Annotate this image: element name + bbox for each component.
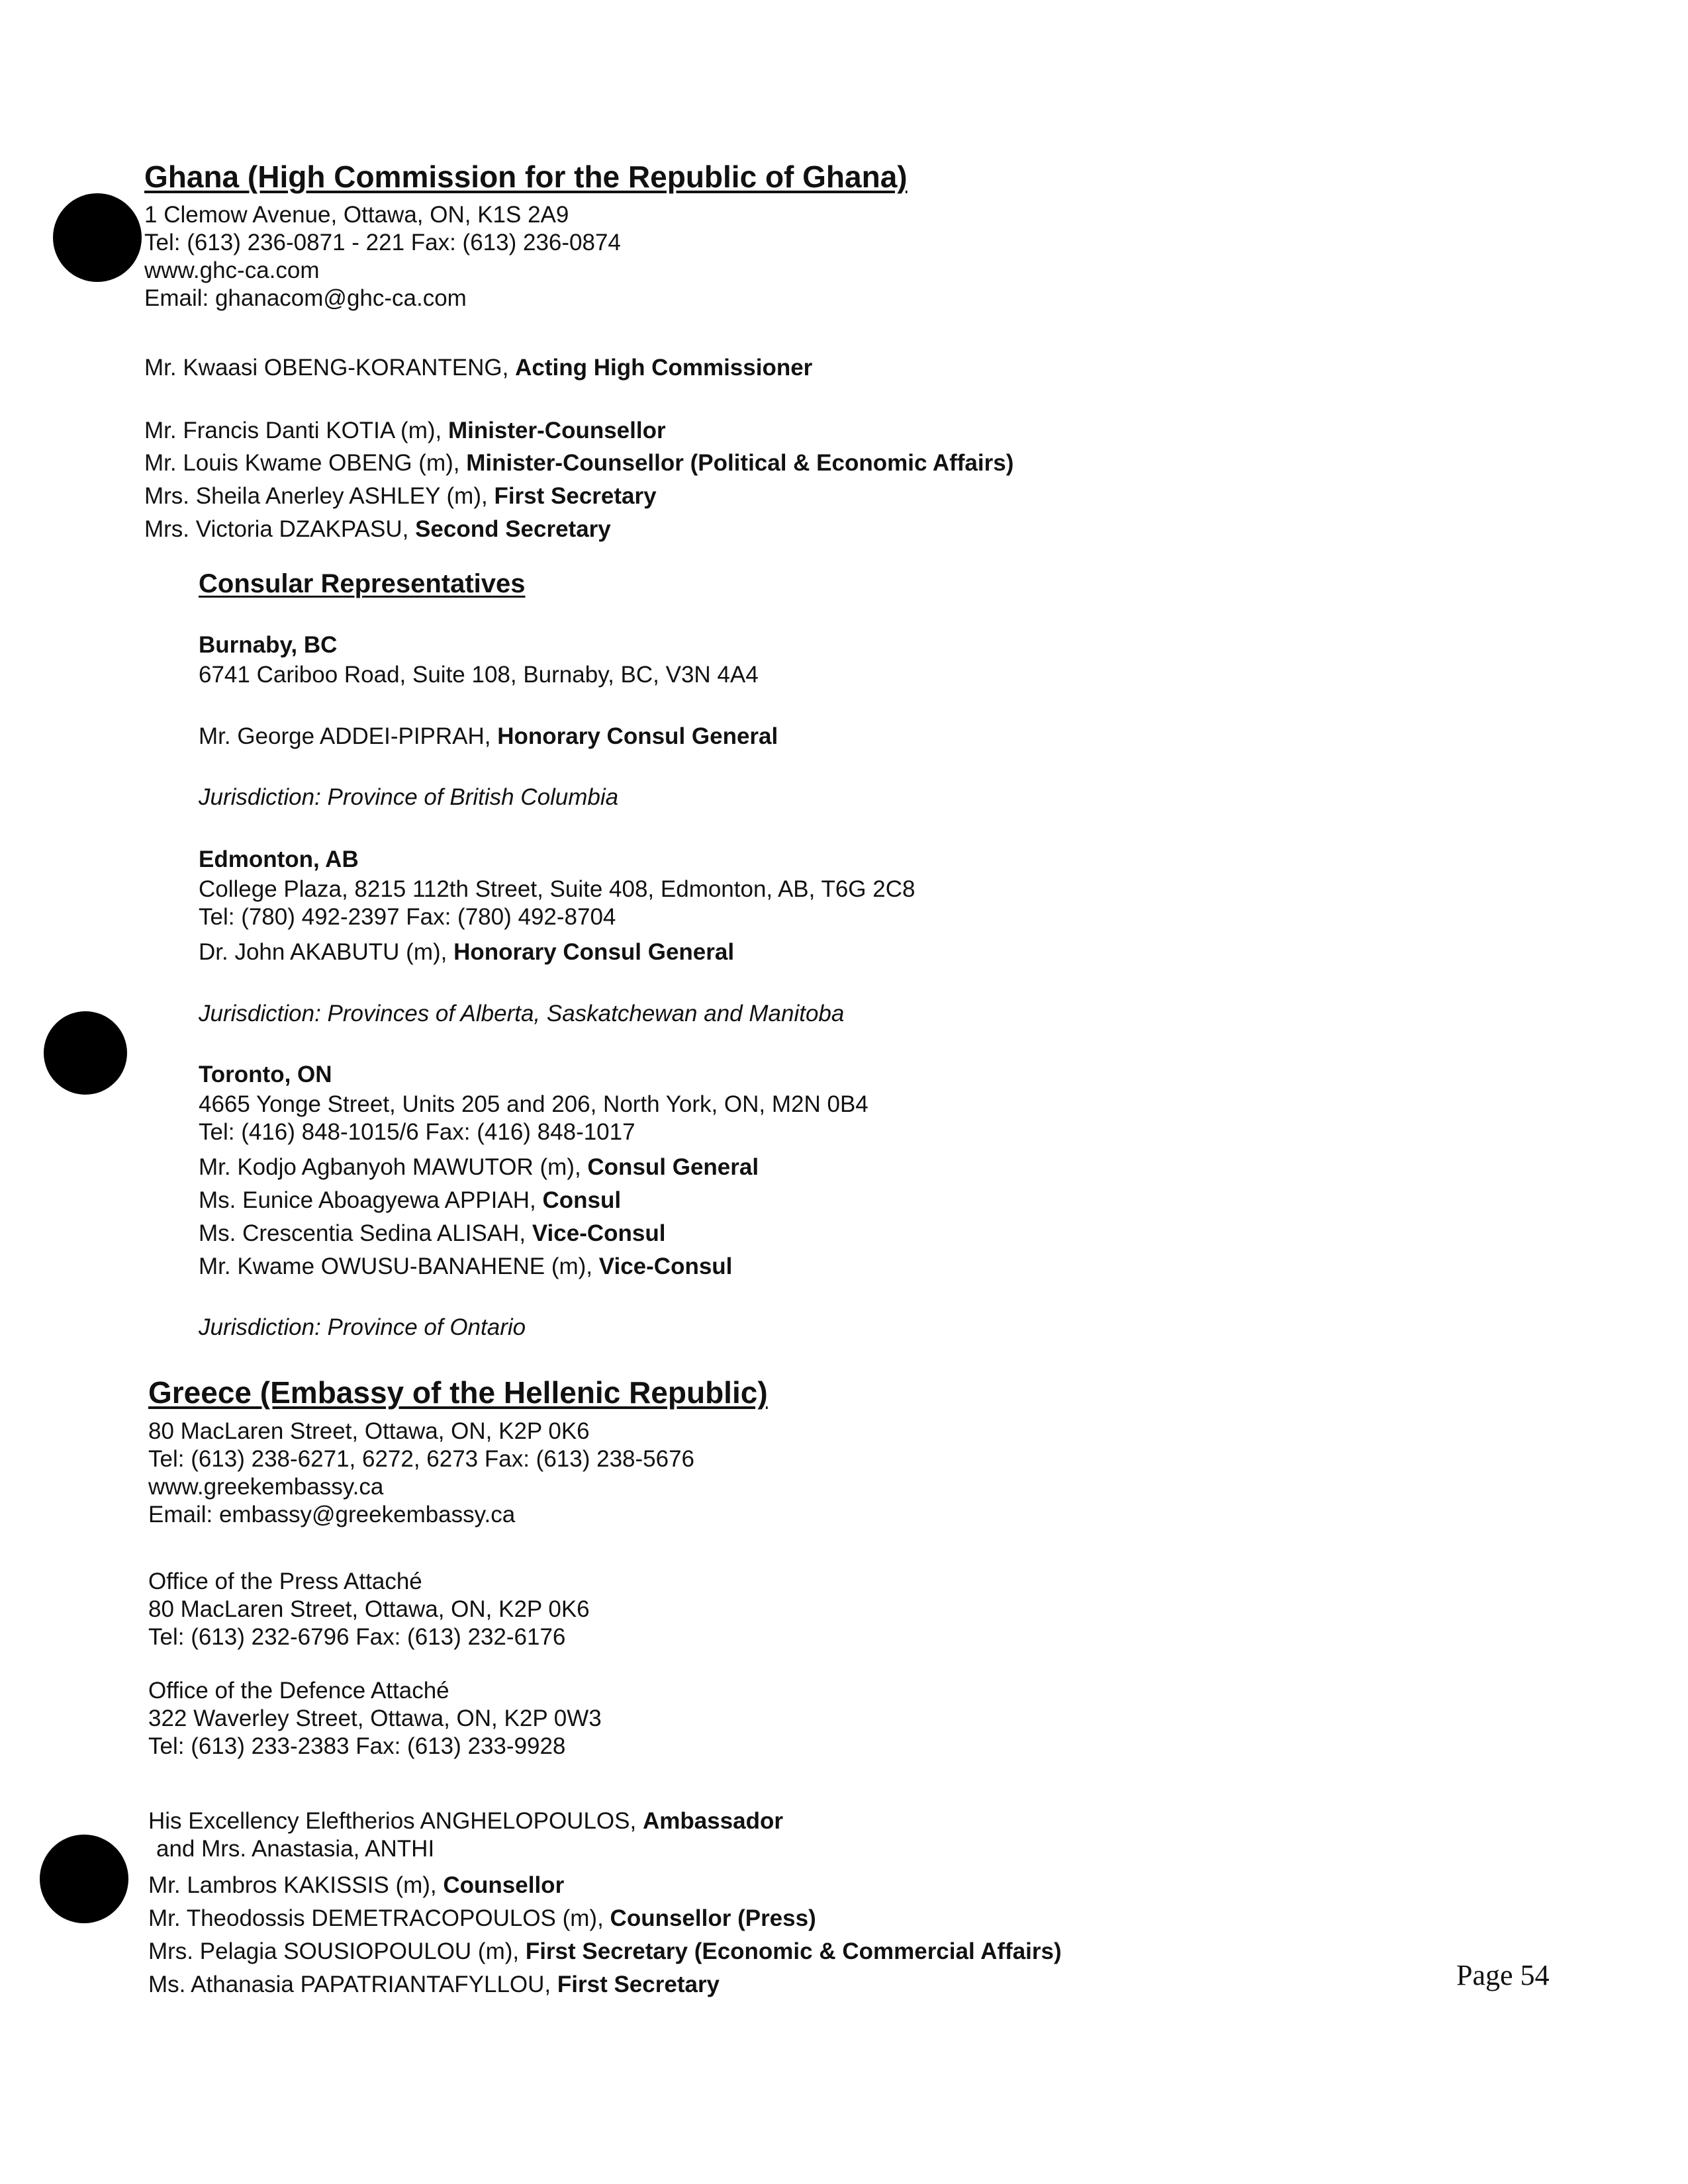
consulate-city: Toronto, ON: [199, 1062, 332, 1087]
person-name: Dr. John AKABUTU (m),: [199, 939, 454, 965]
consulate-tel: Tel: (780) 492-2397 Fax: (780) 492-8704: [199, 904, 616, 930]
person-title: Minister-Counsellor: [447, 418, 666, 443]
consulate-jurisdiction: Jurisdiction: Provinces of Alberta, Saskatchewan and Manitoba: [199, 1001, 845, 1026]
consulate-city: Burnaby, BC: [199, 632, 338, 658]
page-number: Page 54: [1456, 1959, 1550, 1991]
ghana-head-of-mission: [144, 354, 812, 382]
consulate-jurisdiction: Jurisdiction: Province of Ontario: [199, 1314, 526, 1340]
punch-hole-top: [53, 193, 142, 282]
person-title: Vice-Consul: [532, 1220, 666, 1246]
person-title: First Secretary (Economic & Commercial Affairs): [525, 1938, 1062, 1964]
person-title: Vice-Consul: [598, 1253, 733, 1279]
person-name: Mr. Kwaasi OBENG-KORANTENG,: [144, 355, 516, 381]
person-title: Ambassador: [642, 1808, 783, 1834]
defence-office-tel: Tel: (613) 233-2383 Fax: (613) 233-9928: [148, 1733, 566, 1759]
consulate-city: Edmonton, AB: [199, 846, 359, 872]
press-office-address: 80 MacLaren Street, Ottawa, ON, K2P 0K6: [148, 1596, 590, 1622]
consulate-address: College Plaza, 8215 112th Street, Suite 408, Edmonton, AB, T6G 2C8: [199, 876, 915, 902]
ghana-tel: Tel: (613) 236-0871 - 221 Fax: (613) 236-0874: [144, 230, 621, 255]
ghana-address: 1 Clemow Avenue, Ottawa, ON, K1S 2A9: [144, 202, 569, 228]
person-title: Counsellor: [443, 1872, 565, 1898]
consulate-person-row: [199, 1253, 732, 1281]
consulate-person-row: [199, 723, 778, 751]
ambassador-spouse: and Mrs. Anastasia, ANTHI: [156, 1836, 435, 1862]
person-name: Ms. Crescentia Sedina ALISAH,: [199, 1220, 532, 1246]
ghana-staff-row: [144, 417, 666, 445]
consulate-person-row: [199, 1187, 621, 1214]
consular-heading: Consular Representatives: [199, 569, 526, 598]
punch-hole-middle: [44, 1011, 127, 1095]
person-name: Mr. Lambros KAKISSIS (m),: [148, 1872, 444, 1898]
greece-staff-row: [148, 1905, 816, 1933]
greece-staff-row: [148, 1938, 1062, 1966]
consulate-address: 4665 Yonge Street, Units 205 and 206, North York, ON, M2N 0B4: [199, 1091, 868, 1117]
consulate-person-row: [199, 1154, 759, 1181]
ghana-heading: Ghana (High Commission for the Republic of Ghana): [144, 159, 908, 194]
person-title: Acting High Commissioner: [515, 355, 813, 381]
ghana-staff-row: [144, 449, 1013, 477]
person-title: First Secretary: [557, 1972, 720, 1997]
person-name: Ms. Eunice Aboagyewa APPIAH,: [199, 1187, 543, 1213]
person-title: Second Secretary: [415, 516, 611, 542]
consulate-person-row: [199, 938, 734, 966]
person-name: Mr. George ADDEI-PIPRAH,: [199, 723, 498, 749]
press-office-tel: Tel: (613) 232-6796 Fax: (613) 232-6176: [148, 1624, 566, 1650]
person-name: Mrs. Victoria DZAKPASU,: [144, 516, 416, 542]
person-name: Mrs. Pelagia SOUSIOPOULOU (m),: [148, 1938, 526, 1964]
person-title: Minister-Counsellor (Political & Economic Affairs): [466, 450, 1014, 476]
person-title: First Secretary: [494, 483, 657, 509]
person-name: Mr. Theodossis DEMETRACOPOULOS (m),: [148, 1905, 610, 1931]
person-title: Consul: [542, 1187, 622, 1213]
person-name: Mr. Louis Kwame OBENG (m),: [144, 450, 467, 476]
greece-heading: Greece (Embassy of the Hellenic Republic): [148, 1375, 768, 1410]
defence-office-name: Office of the Defence Attaché: [148, 1678, 449, 1704]
person-title: Honorary Consul General: [497, 723, 778, 749]
greece-email: Email: embassy@greekembassy.ca: [148, 1502, 516, 1527]
consulate-tel: Tel: (416) 848-1015/6 Fax: (416) 848-1017: [199, 1119, 635, 1145]
person-title: Honorary Consul General: [453, 939, 735, 965]
ghana-email: Email: ghanacom@ghc-ca.com: [144, 285, 467, 311]
ghana-staff-row: [144, 516, 611, 543]
consulate-address: 6741 Cariboo Road, Suite 108, Burnaby, BC, V3N 4A4: [199, 662, 759, 688]
consulate-jurisdiction: Jurisdiction: Province of British Columbia: [199, 784, 619, 810]
defence-office-address: 322 Waverley Street, Ottawa, ON, K2P 0W3: [148, 1706, 602, 1731]
ghana-staff-row: [144, 482, 657, 510]
greece-staff-row: [148, 1971, 720, 1999]
person-name: Mrs. Sheila Anerley ASHLEY (m),: [144, 483, 494, 509]
consulate-person-row: [199, 1220, 665, 1248]
greece-staff-row: [148, 1872, 564, 1899]
person-name: Ms. Athanasia PAPATRIANTAFYLLOU,: [148, 1972, 557, 1997]
person-title: Consul General: [587, 1154, 759, 1180]
person-name: His Excellency Eleftherios ANGHELOPOULOS,: [148, 1808, 643, 1834]
greece-website: www.greekembassy.ca: [148, 1474, 384, 1500]
ghana-website: www.ghc-ca.com: [144, 257, 320, 283]
person-name: Mr. Kwame OWUSU-BANAHENE (m),: [199, 1253, 599, 1279]
person-title: Counsellor (Press): [610, 1905, 816, 1931]
greece-tel: Tel: (613) 238-6271, 6272, 6273 Fax: (613) 238-5676: [148, 1446, 695, 1472]
person-name: Mr. Kodjo Agbanyoh MAWUTOR (m),: [199, 1154, 588, 1180]
person-name: Mr. Francis Danti KOTIA (m),: [144, 418, 448, 443]
ambassador-row: [148, 1807, 783, 1835]
greece-address: 80 MacLaren Street, Ottawa, ON, K2P 0K6: [148, 1418, 590, 1444]
press-office-name: Office of the Press Attaché: [148, 1569, 422, 1594]
punch-hole-bottom: [40, 1835, 128, 1923]
